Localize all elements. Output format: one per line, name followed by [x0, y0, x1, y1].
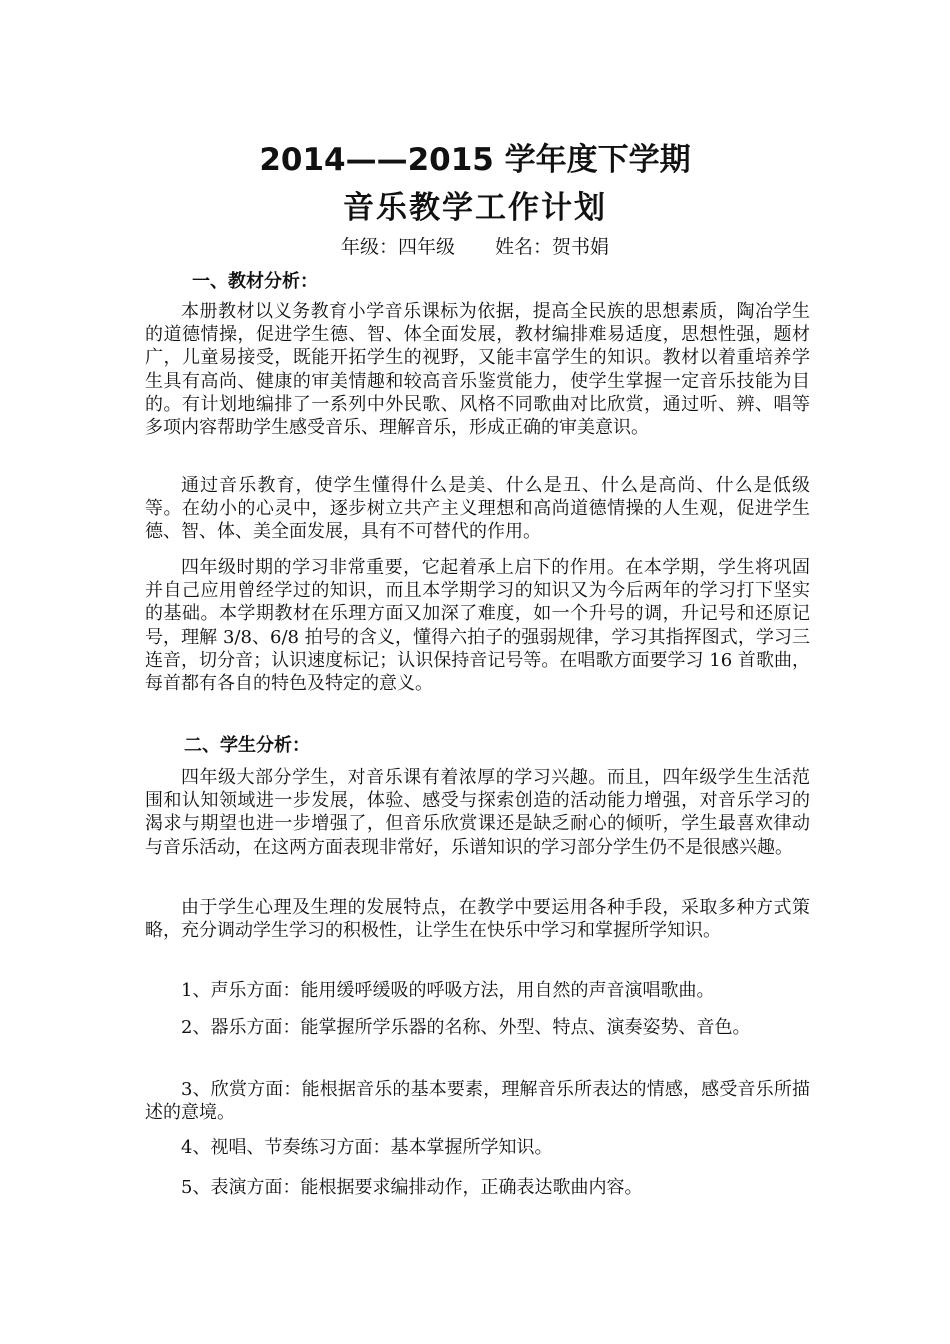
document-meta: [0, 232, 950, 259]
section-heading-textbook-analysis: 一、教材分析：: [192, 271, 318, 292]
paragraph: 通过音乐教育，使学生懂得什么是美、什么是丑、什么是高尚、什么是低级等。在幼小的心灵中，逐步树立共产主义理想和高尚道德情操的人生观，促进学生德、智、体、美全面发展，具有不可替代的作用。: [145, 475, 810, 543]
list-item: 1、声乐方面：能用缓呼缓吸的呼吸方法，用自然的声音演唱歌曲。: [181, 980, 715, 1001]
section-heading-student-analysis: 二、学生分析：: [184, 735, 310, 756]
paragraph: 四年级大部分学生，对音乐课有着浓厚的学习兴趣。而且，四年级学生生活范围和认知领域进一步发展，体验、感受与探索创造的活动能力增强，对音乐学习的渴求与期望也进一步增强了，但音乐欣赏课还是缺乏耐心的倾听，学生最喜欢律动与音乐活动，在这两方面表现非常好，乐谱知识的学习部分学生仍不是很感兴趣。: [145, 767, 810, 858]
list-item: 3、欣赏方面：能根据音乐的基本要素，理解音乐所表达的情感，感受音乐所描述的意境。: [145, 1079, 810, 1124]
paragraph: 本册教材以义务教育小学音乐课标为依据，提高全民族的思想素质，陶冶学生的道德情操，促进学生德、智、体全面发展，教材编排难易适度，思想性强，题材广，儿童易接受，既能开拓学生的视野，又能丰富学生的知识。教材以着重培养学生具有高尚、健康的审美情趣和较高音乐鉴赏能力，使学生掌握一定音乐技能为目的。有计划地编排了一系列中外民歌、风格不同歌曲对比欣赏，通过听、辨、唱等多项内容帮助学生感受音乐、理解音乐，形成正确的审美意识。: [145, 301, 810, 439]
document-title-line1: 2014——2015 学年度下学期: [259, 142, 691, 178]
author-label: 姓名：贺书娟: [495, 236, 610, 258]
document-title-line2: 音乐教学工作计划: [343, 190, 607, 226]
list-item: 2、器乐方面：能掌握所学乐器的名称、外型、特点、演奏姿势、音色。: [181, 1017, 751, 1038]
list-item: 4、视唱、节奏练习方面：基本掌握所学知识。: [181, 1137, 553, 1158]
paragraph: 由于学生心理及生理的发展特点，在教学中要运用各种手段，采取多种方式策略，充分调动学生学习的积极性，让学生在快乐中学习和掌握所学知识。: [145, 897, 810, 942]
grade-label: 年级：四年级: [340, 236, 455, 258]
list-item: 5、表演方面：能根据要求编排动作，正确表达歌曲内容。: [181, 1177, 643, 1198]
paragraph: 四年级时期的学习非常重要，它起着承上启下的作用。在本学期，学生将巩固并自己应用曾经学过的知识，而且本学期学习的知识又为今后两年的学习打下坚实的基础。本学期教材在乐理方面又加深了难度，如一个升号的调，升记号和还原记号，理解 3/8、6/8 拍号的含义，懂得六拍子的强弱规律，学习其指挥图式，学习三连音，切分音；认识速度标记；认识保持音记号等。在唱歌方面要学习 16 首歌曲，每首都有各自的特色及特定的意义。: [145, 557, 810, 695]
